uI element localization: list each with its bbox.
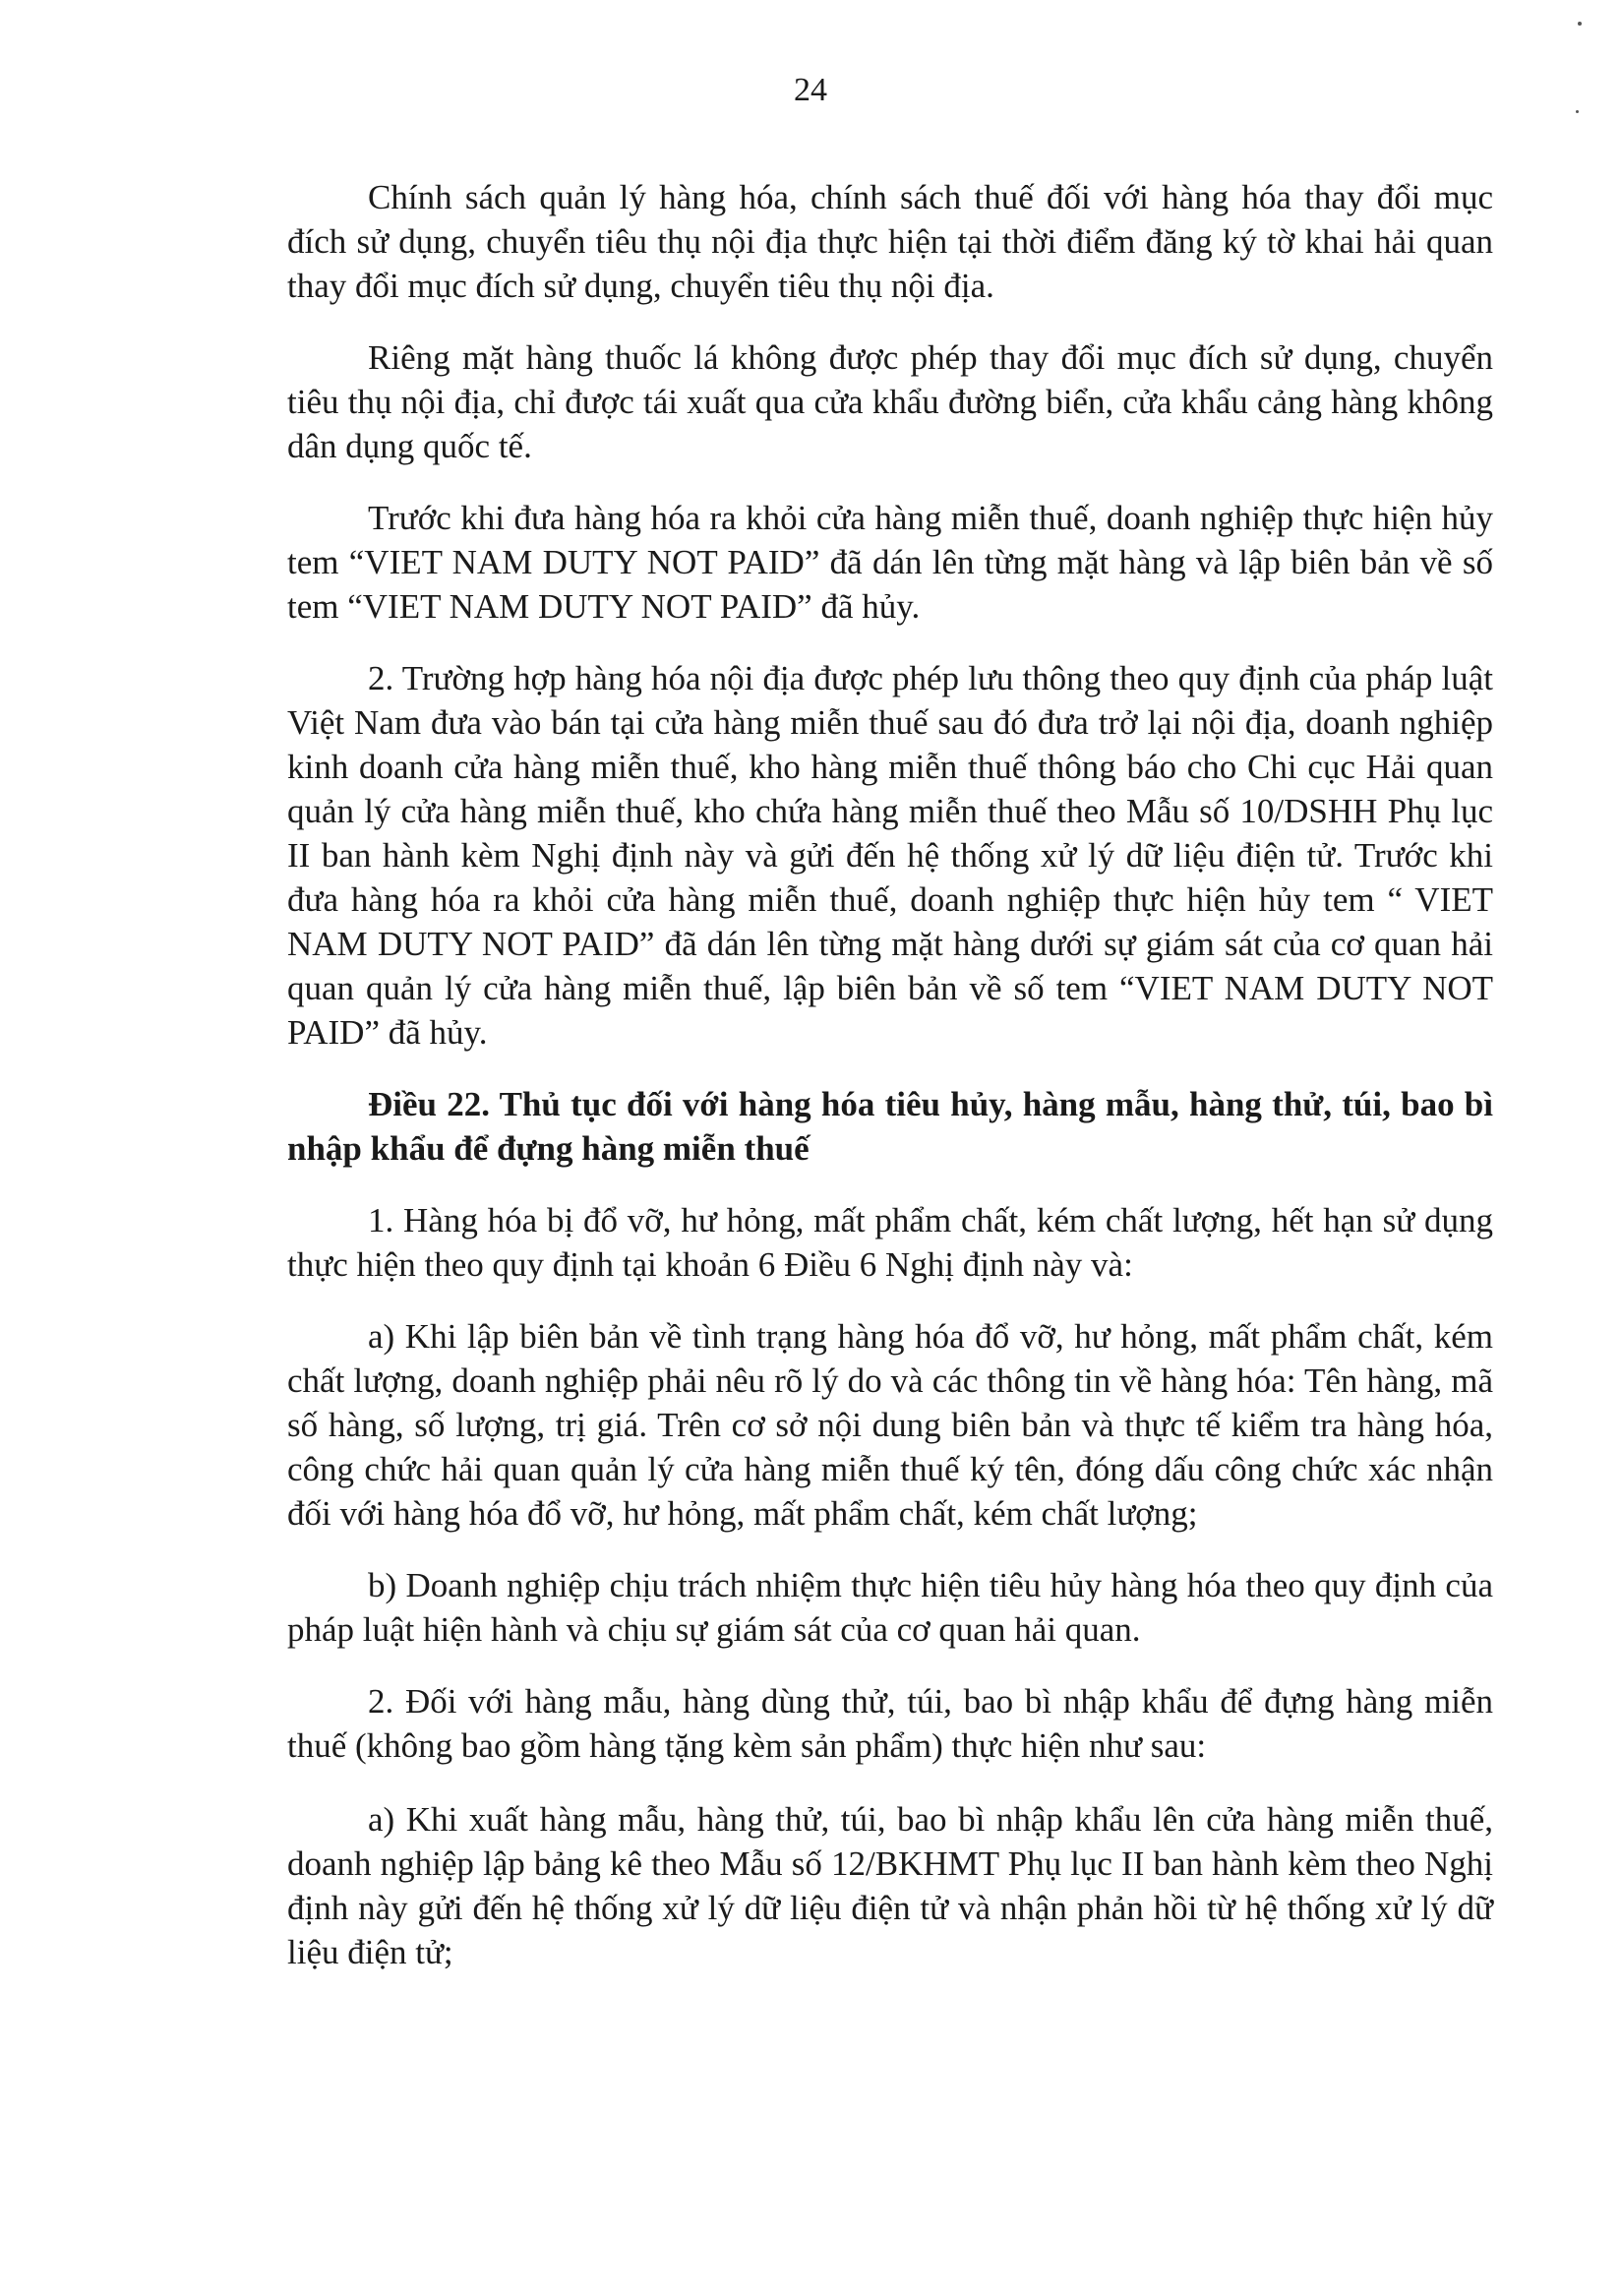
paragraph-tobacco: Riêng mặt hàng thuốc lá không được phép thay đổi mục đích sử dụng, chuyển tiêu thụ nội địa, chỉ được tái xuất qua cửa khẩu đường biển, cửa khẩu cảng hàng không dân dụng quốc tế.: [287, 338, 1493, 465]
page-number: 24: [794, 72, 827, 108]
scan-speck: [1576, 110, 1579, 113]
paragraph-clause-2-samples: 2. Đối với hàng mẫu, hàng dùng thử, túi, bao bì nhập khẩu để đựng hàng miễn thuế (không bao gồm hàng tặng kèm sản phẩm) thực hiện như sau:: [287, 1682, 1493, 1765]
paragraph-point-a-report: a) Khi lập biên bản về tình trạng hàng hóa đổ vỡ, hư hỏng, mất phẩm chất, kém chất lượng, doanh nghiệp phải nêu rõ lý do và các thông tin về hàng hóa: Tên hàng, mã số hàng, số lượng, trị giá. Trên cơ sở nội dung biên bản và thực tế kiểm tra hàng hóa, công chức hải quan quản lý cửa hàng miễn thuế ký tên, đóng dấu công chức xác nhận đối với hàng hóa đổ vỡ, hư hỏng, mất phẩm chất, kém chất lượng;: [287, 1317, 1493, 1533]
article-22-heading: Điều 22. Thủ tục đối với hàng hóa tiêu hủy, hàng mẫu, hàng thử, túi, bao bì nhập khẩu để đựng hàng miễn thuế: [287, 1085, 1493, 1168]
scan-speck: [1578, 22, 1582, 26]
paragraph-clause-1-damaged-goods: 1. Hàng hóa bị đổ vỡ, hư hỏng, mất phẩm chất, kém chất lượng, hết hạn sử dụng thực hiện theo quy định tại khoản 6 Điều 6 Nghị định này và:: [287, 1201, 1493, 1284]
paragraph-point-a-list: a) Khi xuất hàng mẫu, hàng thử, túi, bao bì nhập khẩu lên cửa hàng miễn thuế, doanh nghiệp lập bảng kê theo Mẫu số 12/BKHMT Phụ lục II ban hành kèm theo Nghị định này gửi đến hệ thống xử lý dữ liệu điện tử và nhận phản hồi từ hệ thống xử lý dữ liệu điện tử;: [287, 1800, 1493, 1971]
document-body: [287, 175, 1493, 2002]
paragraph-clause-2-domestic-goods: 2. Trường hợp hàng hóa nội địa được phép lưu thông theo quy định của pháp luật Việt Nam đưa vào bán tại cửa hàng miễn thuế sau đó đưa trở lại nội địa, doanh nghiệp kinh doanh cửa hàng miễn thuế, kho hàng miễn thuế thông báo cho Chi cục Hải quan quản lý cửa hàng miễn thuế, kho chứa hàng miễn thuế theo Mẫu số 10/DSHH Phụ lục II ban hành kèm Nghị định này và gửi đến hệ thống xử lý dữ liệu điện tử. Trước khi đưa hàng hóa ra khỏi cửa hàng miễn thuế, doanh nghiệp thực hiện hủy tem “ VIET NAM DUTY NOT PAID” đã dán lên từng mặt hàng dưới sự giám sát của cơ quan hải quan quản lý cửa hàng miễn thuế, lập biên bản về số tem “VIET NAM DUTY NOT PAID” đã hủy.: [287, 659, 1493, 1052]
paragraph-cancel-stamp: Trước khi đưa hàng hóa ra khỏi cửa hàng miễn thuế, doanh nghiệp thực hiện hủy tem “VIET NAM DUTY NOT PAID” đã dán lên từng mặt hàng và lập biên bản về số tem “VIET NAM DUTY NOT PAID” đã hủy.: [287, 499, 1493, 626]
paragraph-policy-change-purpose: Chính sách quản lý hàng hóa, chính sách thuế đối với hàng hóa thay đổi mục đích sử dụng, chuyển tiêu thụ nội địa thực hiện tại thời điểm đăng ký tờ khai hải quan thay đổi mục đích sử dụng, chuyển tiêu thụ nội địa.: [287, 178, 1493, 305]
paragraph-point-b-destroy: b) Doanh nghiệp chịu trách nhiệm thực hiện tiêu hủy hàng hóa theo quy định của pháp luật hiện hành và chịu sự giám sát của cơ quan hải quan.: [287, 1566, 1493, 1649]
